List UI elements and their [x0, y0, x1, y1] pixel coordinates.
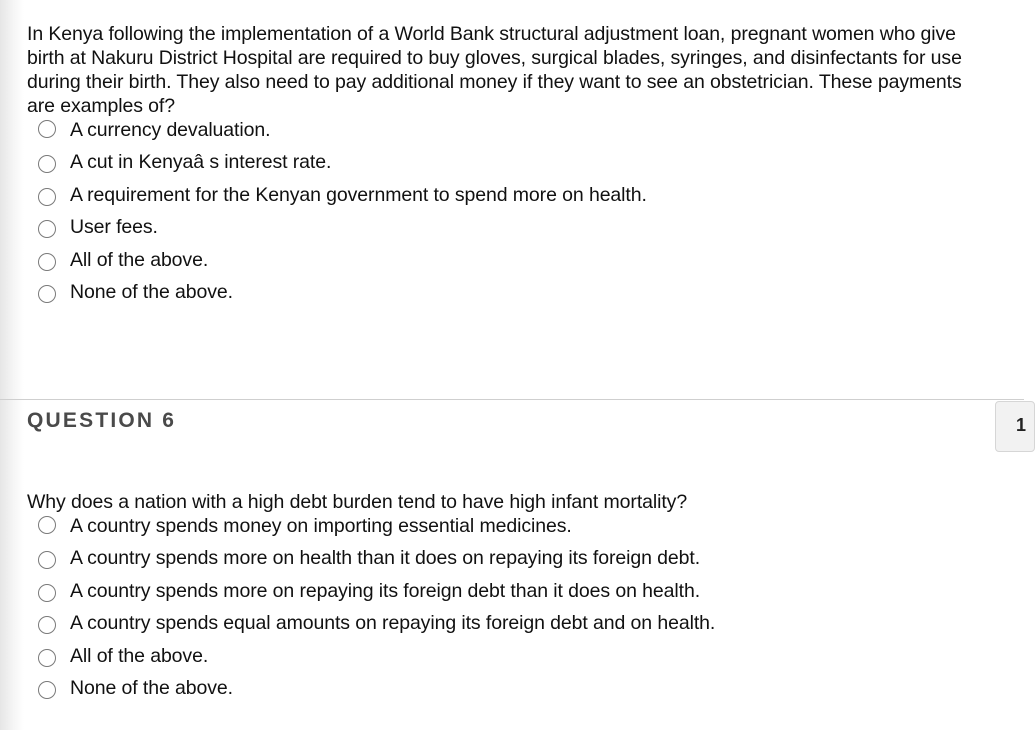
question-divider — [0, 399, 1024, 400]
radio-button[interactable] — [38, 649, 56, 667]
points-badge: 1 — [995, 401, 1035, 452]
answer-option[interactable] — [27, 211, 987, 244]
question-6-heading: QUESTION 6 — [27, 409, 177, 432]
answer-option[interactable] — [27, 575, 987, 608]
radio-button[interactable] — [38, 681, 56, 699]
answer-option-label: None of the above. — [70, 677, 233, 700]
answer-option[interactable] — [27, 542, 987, 575]
answer-option-label: A currency devaluation. — [70, 119, 271, 141]
answer-option[interactable] — [27, 514, 987, 542]
answer-option-label: User fees. — [70, 216, 158, 239]
question-6-options — [27, 514, 987, 705]
answer-option[interactable] — [27, 146, 987, 179]
question-6-text: Why does a nation with a high debt burden tend to have high infant mortality? — [27, 491, 688, 513]
question-5-block — [27, 22, 987, 309]
radio-button[interactable] — [38, 285, 56, 303]
answer-option-label: All of the above. — [70, 248, 209, 271]
answer-option-label: A requirement for the Kenyan government to spend more on health. — [70, 183, 647, 206]
radio-button[interactable] — [38, 516, 56, 534]
answer-option[interactable] — [27, 244, 987, 277]
radio-button[interactable] — [38, 616, 56, 634]
answer-option[interactable] — [27, 640, 987, 673]
radio-button[interactable] — [38, 584, 56, 602]
radio-button[interactable] — [38, 155, 56, 173]
answer-option[interactable] — [27, 118, 987, 146]
answer-option-label: A country spends equal amounts on repaying its foreign debt and on health. — [70, 612, 716, 635]
question-5-text: In Kenya following the implementation of a World Bank structural adjustment loan, pregnant women who give birth at Nakuru District Hospital are required to buy gloves, surgical blades, syringes, and disinfectants for use during their birth. They also need to pay additional money if they want to see an obstetrician. These payments are examples of? — [27, 23, 962, 117]
radio-button[interactable] — [38, 253, 56, 271]
radio-button[interactable] — [38, 551, 56, 569]
answer-option[interactable] — [27, 672, 987, 705]
answer-option[interactable] — [27, 276, 987, 309]
answer-option[interactable] — [27, 607, 987, 640]
answer-option[interactable] — [27, 179, 987, 212]
radio-button[interactable] — [38, 188, 56, 206]
answer-option-label: A country spends more on health than it does on repaying its foreign debt. — [70, 547, 701, 570]
radio-button[interactable] — [38, 220, 56, 238]
answer-option-label: All of the above. — [70, 644, 209, 667]
question-6-block — [27, 490, 987, 705]
radio-button[interactable] — [38, 120, 56, 138]
question-5-options — [27, 118, 987, 309]
answer-option-label: None of the above. — [70, 281, 233, 304]
answer-option-label: A cut in Kenyaâ s interest rate. — [70, 151, 332, 174]
answer-option-label: A country spends more on repaying its foreign debt than it does on health. — [70, 579, 701, 602]
answer-option-label: A country spends money on importing essential medicines. — [70, 515, 572, 537]
